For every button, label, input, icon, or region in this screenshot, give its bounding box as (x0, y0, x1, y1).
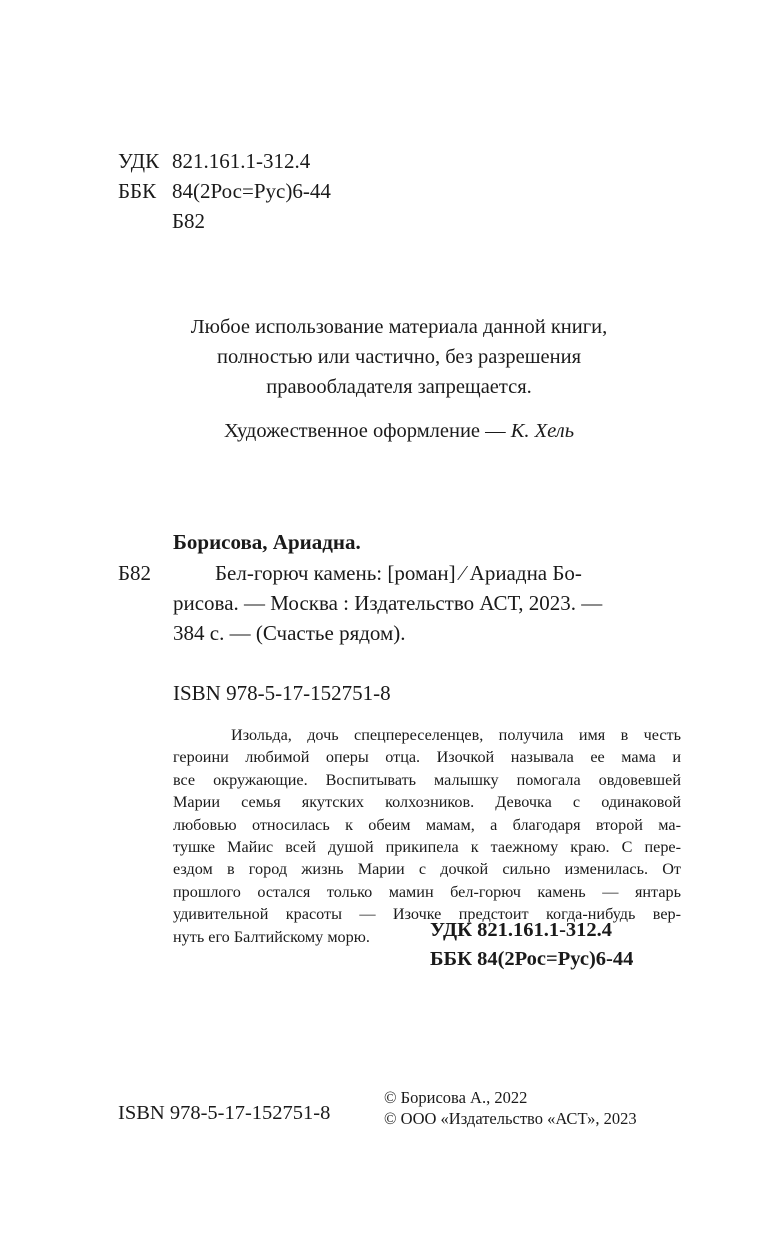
author-mark: Б82 (118, 561, 152, 585)
author-mark-top-value: Б82 (172, 209, 206, 233)
design-credit (118, 420, 680, 443)
annotation-line: Изольда, дочь спецпереселенцев, получила имя в честь (231, 726, 681, 744)
isbn-footer: ISBN 978-5-17-152751-8 (118, 1102, 331, 1124)
annotation-line: удивительной красоты — Изочке предстоит когда-нибудь вер- (173, 905, 681, 924)
design-credit-artist: К. Хель (510, 420, 575, 442)
annotation-line: нуть его Балтийскому морю. (173, 927, 370, 946)
rights-notice-line-3: правообладателя запрещается. (266, 376, 532, 398)
annotation-line: ездом в город жизнь Марии с дочкой сильно изменилась. От (173, 860, 681, 879)
bbk-label: ББК (118, 179, 157, 203)
annotation (173, 724, 681, 948)
udk-bottom: УДК 821.161.1-312.4 (430, 919, 613, 941)
annotation-line: любовью относилась к обеим мамам, а благодаря второй ма- (173, 815, 681, 834)
biblio-line-2: рисова. — Москва : Издательство АСТ, 2023. — (173, 591, 603, 615)
book-author: Борисова, Ариадна. (173, 530, 361, 554)
biblio-line-3: 384 с. — (Счастье рядом). (173, 621, 406, 645)
biblio-line-1: Бел-горюч камень: [роман] ⁄ Ариадна Бо- (215, 561, 582, 585)
annotation-line: все окружающие. Воспитывать малышку помогала овдовевшей (173, 770, 681, 789)
annotation-line: героини любимой оперы отца. Изочкой называла ее мама и (173, 748, 681, 767)
isbn-record: ISBN 978-5-17-152751-8 (173, 681, 391, 705)
annotation-line: Марии семья якутских колхозников. Девочка с одинаковой (173, 793, 681, 812)
copyright-publisher: © ООО «Издательство «АСТ», 2023 (384, 1109, 637, 1128)
design-credit-text: Художественное оформление — (223, 420, 511, 442)
copyright-author: © Борисова А., 2022 (384, 1088, 528, 1107)
bbk-top-line (118, 176, 331, 206)
annotation-line: прошлого остался только мамин бел-горюч камень — янтарь (173, 882, 681, 901)
udk-label: УДК (118, 149, 160, 173)
rights-notice (118, 312, 680, 402)
annotation-line: тушке Майис всей душой прикипела к таежному краю. С пере- (173, 837, 681, 856)
udk-value: 821.161.1-312.4 (172, 149, 311, 173)
author-mark-top (172, 206, 205, 236)
rights-notice-line-2: полностью или частично, без разрешения (216, 346, 582, 368)
bbk-value: 84(2Рос=Рус)6-44 (172, 179, 331, 203)
udk-top-line (118, 146, 310, 176)
rights-notice-line-1: Любое использование материала данной книги, (190, 316, 608, 338)
bbk-bottom: ББК 84(2Рос=Рус)6-44 (430, 948, 634, 970)
